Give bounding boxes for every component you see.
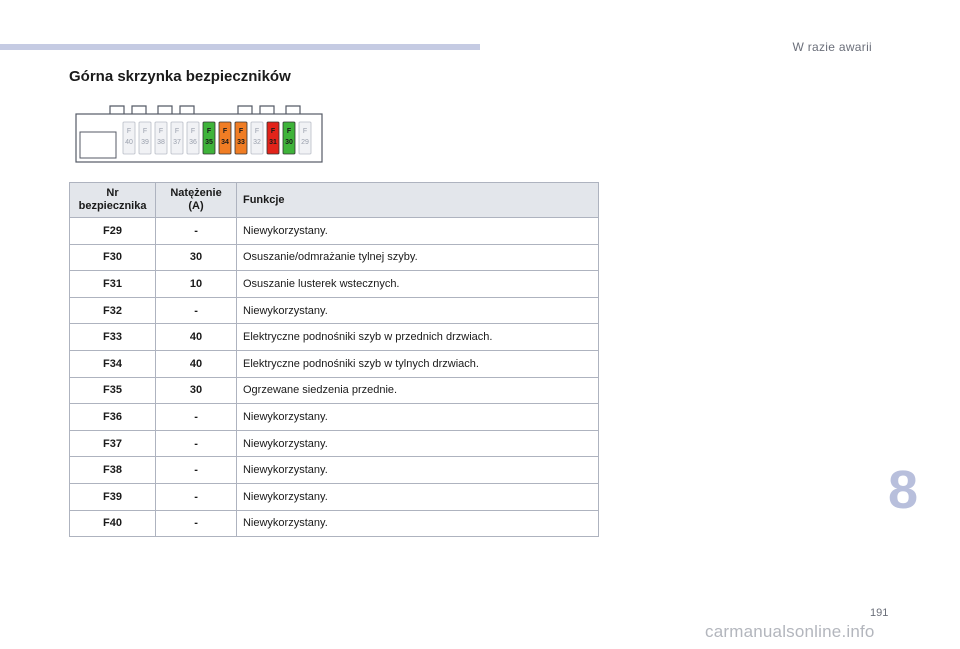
- fuse-number-cell: F34: [70, 350, 156, 377]
- function-cell: Niewykorzystany.: [236, 483, 598, 510]
- table-row: [70, 324, 599, 351]
- running-header: W razie awarii: [792, 40, 872, 54]
- table-row: [70, 483, 599, 510]
- fuse-number-cell: F35: [70, 377, 156, 404]
- table-row: [70, 430, 599, 457]
- fuse-number-cell: F36: [70, 404, 156, 431]
- fuse-slot: [187, 122, 199, 154]
- svg-text:F: F: [174, 128, 180, 135]
- function-cell: Niewykorzystany.: [236, 430, 598, 457]
- svg-text:36: 36: [189, 139, 197, 146]
- fuse-number-cell: F37: [70, 430, 156, 457]
- svg-text:39: 39: [141, 139, 149, 146]
- chapter-number: 8: [888, 460, 919, 520]
- amperage-cell: -: [156, 218, 237, 245]
- page-title: Górna skrzynka bezpieczników: [69, 68, 291, 85]
- fuse-slot: [203, 122, 215, 154]
- amperage-cell: 30: [156, 244, 237, 271]
- svg-text:F: F: [142, 128, 148, 135]
- fuse-number-cell: F30: [70, 244, 156, 271]
- top-accent-bar: [0, 44, 480, 50]
- function-cell: Osuszanie/odmrażanie tylnej szyby.: [236, 244, 598, 271]
- table-row: [70, 297, 599, 324]
- table-header-row: [70, 183, 599, 218]
- fuse-slot: [267, 122, 279, 154]
- amperage-cell: -: [156, 430, 237, 457]
- amperage-cell: 10: [156, 271, 237, 298]
- amperage-cell: -: [156, 457, 237, 484]
- svg-text:33: 33: [237, 139, 245, 146]
- function-cell: Niewykorzystany.: [236, 218, 598, 245]
- svg-text:F: F: [302, 128, 308, 135]
- svg-text:F: F: [254, 128, 260, 135]
- fuse-slot: [235, 122, 247, 154]
- amperage-cell: -: [156, 483, 237, 510]
- svg-text:35: 35: [205, 139, 213, 146]
- svg-text:F: F: [126, 128, 132, 135]
- fuse-slot: [219, 122, 231, 154]
- amperage-cell: 40: [156, 324, 237, 351]
- function-cell: Niewykorzystany.: [236, 404, 598, 431]
- fuse-slot: [299, 122, 311, 154]
- fuse-slot: [139, 122, 151, 154]
- fuse-box-diagram: [74, 104, 324, 166]
- fuse-slot: [251, 122, 263, 154]
- function-cell: Elektryczne podnośniki szyb w tylnych drzwiach.: [236, 350, 598, 377]
- function-cell: Elektryczne podnośniki szyb w przednich drzwiach.: [236, 324, 598, 351]
- svg-text:34: 34: [221, 139, 229, 146]
- fuse-number-cell: F39: [70, 483, 156, 510]
- amperage-cell: -: [156, 297, 237, 324]
- svg-text:F: F: [222, 128, 228, 135]
- svg-text:F: F: [286, 128, 292, 135]
- function-cell: Ogrzewane siedzenia przednie.: [236, 377, 598, 404]
- amperage-cell: -: [156, 404, 237, 431]
- amperage-cell: -: [156, 510, 237, 537]
- table-row: [70, 244, 599, 271]
- function-cell: Niewykorzystany.: [236, 297, 598, 324]
- function-cell: Niewykorzystany.: [236, 457, 598, 484]
- header-functions: Funkcje: [236, 183, 598, 218]
- amperage-cell: 30: [156, 377, 237, 404]
- watermark: carmanualsonline.info: [705, 622, 875, 641]
- svg-text:32: 32: [253, 139, 261, 146]
- fuse-number-cell: F33: [70, 324, 156, 351]
- svg-text:F: F: [238, 128, 244, 135]
- svg-text:37: 37: [173, 139, 181, 146]
- fuse-slot: [155, 122, 167, 154]
- fuse-number-cell: F38: [70, 457, 156, 484]
- header-fuse-number: Nr bezpiecznika: [70, 183, 156, 218]
- svg-text:F: F: [206, 128, 212, 135]
- svg-text:40: 40: [125, 139, 133, 146]
- table-row: [70, 271, 599, 298]
- fuse-number-cell: F40: [70, 510, 156, 537]
- table-row: [70, 457, 599, 484]
- amperage-cell: 40: [156, 350, 237, 377]
- table-row: [70, 377, 599, 404]
- fuse-number-cell: F31: [70, 271, 156, 298]
- function-cell: Osuszanie lusterek wstecznych.: [236, 271, 598, 298]
- fuse-slot: [171, 122, 183, 154]
- svg-text:31: 31: [269, 139, 277, 146]
- table-row: [70, 218, 599, 245]
- page-number: 191: [870, 607, 889, 619]
- header-amperage: Natężenie (A): [156, 183, 237, 218]
- function-cell: Niewykorzystany.: [236, 510, 598, 537]
- fuse-number-cell: F29: [70, 218, 156, 245]
- svg-text:F: F: [158, 128, 164, 135]
- svg-text:29: 29: [301, 139, 309, 146]
- table-row: [70, 510, 599, 537]
- fuse-table: [69, 182, 599, 537]
- svg-text:F: F: [270, 128, 276, 135]
- fuse-slot: [283, 122, 295, 154]
- fuse-number-cell: F32: [70, 297, 156, 324]
- svg-text:F: F: [190, 128, 196, 135]
- table-row: [70, 350, 599, 377]
- svg-text:30: 30: [285, 139, 293, 146]
- fuse-slot: [123, 122, 135, 154]
- svg-text:38: 38: [157, 139, 165, 146]
- table-row: [70, 404, 599, 431]
